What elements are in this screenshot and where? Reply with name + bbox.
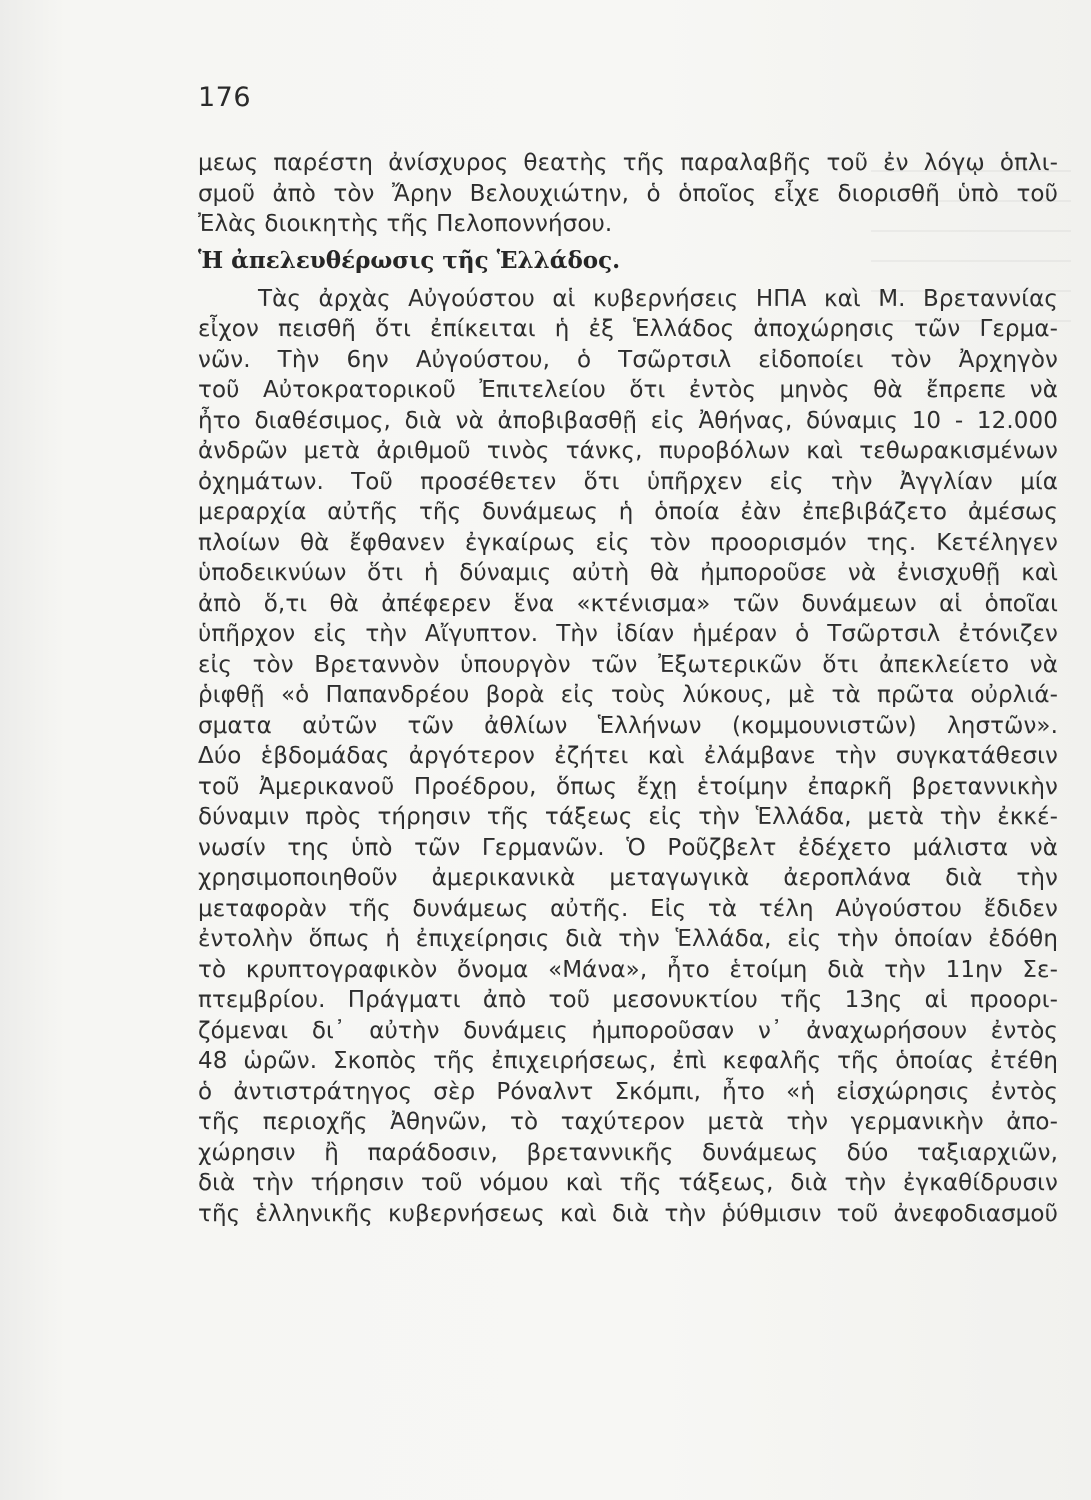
text-line: ἐντολὴν ὅπως ἡ ἐπιχείρησις διὰ τὴν Ἑλλάδα, εἰς τὴν ὁποίαν ἐδόθη: [198, 926, 1058, 952]
text-line: τὸ κρυπτογραφικὸν ὄνομα «Μάνα», ἦτο ἑτοίμη διὰ τὴν 11ην Σε-: [198, 956, 1058, 983]
text-line: ζόμεναι δι᾽ αὐτὴν δυνάμεις ἠμποροῦσαν ν᾽ ἀναχωρήσουν ἐντὸς: [198, 1017, 1058, 1044]
text-line: πτεμβρίου. Πράγματι ἀπὸ τοῦ μεσονυκτίου τῆς 13ης αἱ προορι-: [198, 987, 1058, 1013]
text-line: εἰς τὸν Βρεταννὸν ὑπουργὸν τῶν Ἐξωτερικῶν ὅτι ἀπεκλείετο νὰ: [198, 651, 1058, 678]
text-line: ῥιφθῇ «ὁ Παπανδρέου βορὰ εἰς τοὺς λύκους, μὲ τὰ πρῶτα οὐρλιά-: [198, 682, 1058, 708]
text-line: τοῦ Αὐτοκρατορικοῦ Ἐπιτελείου ὅτι ἐντὸς μηνὸς θὰ ἔπρεπε νὰ: [198, 377, 1058, 403]
text-line: Δύο ἑβδομάδας ἀργότερον ἐζήτει καὶ ἐλάμβανε τὴν συγκατάθεσιν: [198, 743, 1058, 769]
text-line: ἦτο διαθέσιμος, διὰ νὰ ἀποβιβασθῇ εἰς Ἀθήνας, δύναμις 10 - 12.000: [198, 407, 1058, 434]
text-line: διὰ τὴν τήρησιν τοῦ νόμου καὶ τῆς τάξεως, διὰ τὴν ἐγκαθίδρυσιν: [198, 1170, 1058, 1196]
text-line: τῆς περιοχῆς Ἀθηνῶν, τὸ ταχύτερον μετὰ τὴν γερμανικὴν ἀπο-: [198, 1109, 1058, 1135]
text-line: πλοίων θὰ ἔφθανεν ἐγκαίρως εἰς τὸν προορισμόν της. Κετέληγεν: [198, 529, 1058, 556]
page-number: 176: [198, 82, 252, 113]
text-line: τῆς ἑλληνικῆς κυβερνήσεως καὶ διὰ τὴν ῥύθμισιν τοῦ ἀνεφοδιασμοῦ: [198, 1200, 1058, 1227]
text-line: μεως παρέστη ἀνίσχυρος θεατὴς τῆς παραλαβῆς τοῦ ἐν λόγῳ ὁπλι-: [198, 150, 1058, 176]
text-line: ἀνδρῶν μετὰ ἀριθμοῦ τινὸς τάνκς, πυροβόλων καὶ τεθωρακισμένων: [198, 438, 1058, 464]
text-line: ὑποδεικνύων ὅτι ἡ δύναμις αὐτὴ θὰ ἠμποροῦσε νὰ ἐνισχυθῇ καὶ: [198, 560, 1058, 586]
text-line: ὁ ἀντιστράτηγος σὲρ Ρόναλντ Σκόμπι, ἦτο «ἡ εἰσχώρησις ἐντὸς: [198, 1078, 1058, 1105]
text-line: χρησιμοποιηθοῦν ἀμερικανικὰ μεταγωγικὰ ἀεροπλάνα διὰ τὴν: [198, 865, 1058, 891]
section-heading: Ἡ ἀπελευθέρωσις τῆς Ἑλλάδος.: [198, 246, 621, 274]
text-line: ὀχημάτων. Τοῦ προσέθετεν ὅτι ὑπῆρχεν εἰς τὴν Ἀγγλίαν μία: [198, 468, 1058, 495]
text-line: δύναμιν πρὸς τήρησιν τῆς τάξεως εἰς τὴν Ἑλλάδα, μετὰ τὴν ἐκκέ-: [198, 804, 1058, 830]
text-line: Ἐλὰς διοικητὴς τῆς Πελοποννήσου.: [198, 211, 613, 237]
text-line: εἶχον πεισθῆ ὅτι ἐπίκειται ἡ ἐξ Ἑλλάδος ἀποχώρησις τῶν Γερμα-: [198, 316, 1058, 342]
text-line: μεραρχία αὐτῆς τῆς δυνάμεως ἡ ὁποία ἐὰν ἐπεβιβάζετο ἀμέσως: [198, 499, 1058, 525]
text-line: χώρησιν ἢ παράδοσιν, βρεταννικῆς δυνάμεως δύο ταξιαρχιῶν,: [198, 1139, 1058, 1166]
text-line: τοῦ Ἀμερικανοῦ Προέδρου, ὅπως ἔχῃ ἑτοίμην ἐπαρκῆ βρεταννικὴν: [198, 773, 1058, 800]
text-line: σματα αὐτῶν τῶν ἀθλίων Ἑλλήνων (κομμουνιστῶν) ληστῶν».: [198, 712, 1058, 739]
page-body: [198, 148, 1058, 1229]
text-line: νωσίν της ὑπὸ τῶν Γερμανῶν. Ὁ Ροῦζβελτ ἐδέχετο μάλιστα νὰ: [198, 834, 1058, 861]
text-line: ὑπῆρχον εἰς τὴν Αἴγυπτον. Τὴν ἰδίαν ἡμέραν ὁ Τσῶρτσιλ ἐτόνιζεν: [198, 621, 1058, 647]
text-line: ἀπὸ ὅ,τι θὰ ἀπέφερεν ἕνα «κτένισμα» τῶν δυνάμεων αἱ ὁποῖαι: [198, 590, 1058, 617]
text-line: Τὰς ἀρχὰς Αὐγούστου αἱ κυβερνήσεις ΗΠΑ καὶ Μ. Βρεταννίας: [258, 285, 1058, 312]
text-line: 48 ὡρῶν. Σκοπὸς τῆς ἐπιχειρήσεως, ἐπὶ κεφαλῆς τῆς ὁποίας ἐτέθη: [198, 1048, 1058, 1074]
text-line: σμοῦ ἀπὸ τὸν Ἄρην Βελουχιώτην, ὁ ὁποῖος εἶχε διορισθῆ ὑπὸ τοῦ: [198, 180, 1058, 207]
text-line: μεταφορὰν τῆς δυνάμεως αὐτῆς. Εἰς τὰ τέλη Αὐγούστου ἔδιδεν: [198, 895, 1058, 922]
text-line: νῶν. Τὴν 6ην Αὐγούστου, ὁ Τσῶρτσιλ εἰδοποίει τὸν Ἀρχηγὸν: [198, 346, 1058, 373]
